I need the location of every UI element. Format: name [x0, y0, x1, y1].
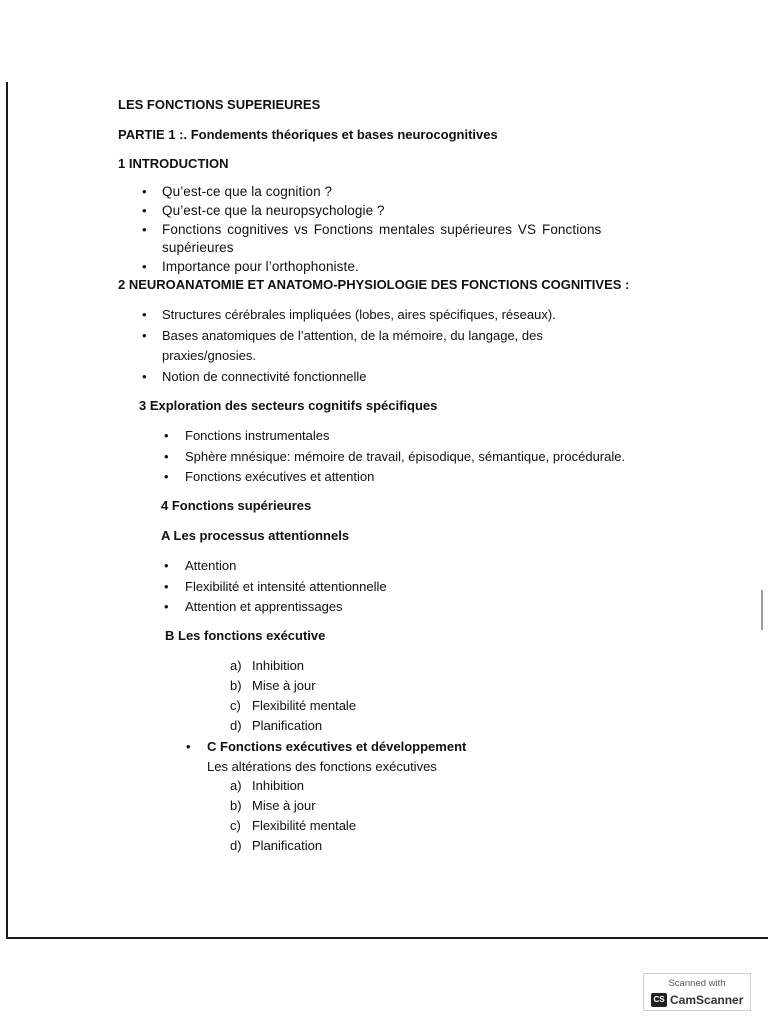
- list-item: Fonctions instrumentales: [185, 428, 330, 443]
- list-item: Flexibilité mentale: [252, 818, 357, 833]
- bullet-icon: •: [142, 203, 147, 218]
- bullet-icon: •: [142, 307, 147, 322]
- watermark-brand: CamScanner: [670, 993, 744, 1007]
- list-item: Planification: [252, 838, 323, 853]
- list-item: Planification: [252, 718, 323, 733]
- section-4-heading: 4 Fonctions supérieures: [161, 498, 312, 513]
- bullet-icon: •: [164, 449, 169, 464]
- subsection-a-heading: A Les processus attentionnels: [161, 528, 350, 543]
- camscanner-logo-icon: CS: [651, 993, 667, 1007]
- list-marker: b): [230, 798, 242, 813]
- list-item: Flexibilité mentale: [252, 698, 357, 713]
- list-marker: d): [230, 838, 242, 853]
- scan-edge-mark: [761, 590, 763, 630]
- list-item: Fonctions exécutives et attention: [185, 469, 375, 484]
- list-item: Attention: [185, 558, 237, 573]
- document-title: LES FONCTIONS SUPERIEURES: [118, 97, 321, 112]
- list-item: Notion de connectivité fonctionnelle: [162, 369, 367, 384]
- list-item-continuation: supérieures: [162, 240, 234, 255]
- list-item: Attention et apprentissages: [185, 599, 343, 614]
- list-marker: c): [230, 818, 241, 833]
- list-item: Flexibilité et intensité attentionnelle: [185, 579, 387, 594]
- list-item-continuation: praxies/gnosies.: [162, 348, 256, 363]
- subsection-b-heading: B Les fonctions exécutive: [165, 628, 326, 643]
- subsection-c-subheading: Les altérations des fonctions exécutives: [207, 759, 437, 774]
- bullet-icon: •: [142, 328, 147, 343]
- list-item: Bases anatomiques de l’attention, de la mémoire, du langage, des: [162, 328, 543, 343]
- list-item: Inhibition: [252, 658, 305, 673]
- list-item: Mise à jour: [252, 678, 316, 693]
- part-heading: PARTIE 1 :. Fondements théoriques et bases neurocognitives: [118, 127, 498, 142]
- bullet-icon: •: [164, 469, 169, 484]
- section-3-heading: 3 Exploration des secteurs cognitifs spécifiques: [139, 398, 438, 413]
- bullet-icon: •: [142, 369, 147, 384]
- camscanner-watermark: [643, 973, 751, 1011]
- list-item: Qu’est-ce que la cognition ?: [162, 184, 333, 199]
- list-item: Structures cérébrales impliquées (lobes, aires spécifiques, réseaux).: [162, 307, 556, 322]
- list-marker: b): [230, 678, 242, 693]
- list-item: Importance pour l’orthophoniste.: [162, 259, 359, 274]
- list-marker: c): [230, 698, 241, 713]
- list-item: Mise à jour: [252, 798, 316, 813]
- bullet-icon: •: [164, 579, 169, 594]
- list-marker: a): [230, 778, 242, 793]
- subsection-c-heading: C Fonctions exécutives et développement: [207, 739, 467, 754]
- section-2-heading: 2 NEUROANATOMIE ET ANATOMO-PHYSIOLOGIE DES FONCTIONS COGNITIVES :: [118, 277, 630, 292]
- bullet-icon: •: [142, 184, 147, 199]
- bullet-icon: •: [164, 558, 169, 573]
- page-frame: [6, 82, 768, 939]
- list-item: Inhibition: [252, 778, 305, 793]
- bullet-icon: •: [164, 599, 169, 614]
- list-item: Fonctions cognitives vs Fonctions mentales supérieures VS Fonctions: [162, 222, 602, 237]
- watermark-caption: Scanned with: [668, 978, 726, 989]
- list-marker: d): [230, 718, 242, 733]
- list-item: Sphère mnésique: mémoire de travail, épisodique, sémantique, procédurale.: [185, 449, 626, 464]
- list-item: Qu’est-ce que la neuropsychologie ?: [162, 203, 385, 218]
- section-1-heading: 1 INTRODUCTION: [118, 156, 229, 171]
- bullet-icon: •: [142, 222, 147, 237]
- bullet-icon: •: [142, 259, 147, 274]
- list-marker: a): [230, 658, 242, 673]
- bullet-icon: •: [164, 428, 169, 443]
- bullet-icon: •: [186, 739, 191, 754]
